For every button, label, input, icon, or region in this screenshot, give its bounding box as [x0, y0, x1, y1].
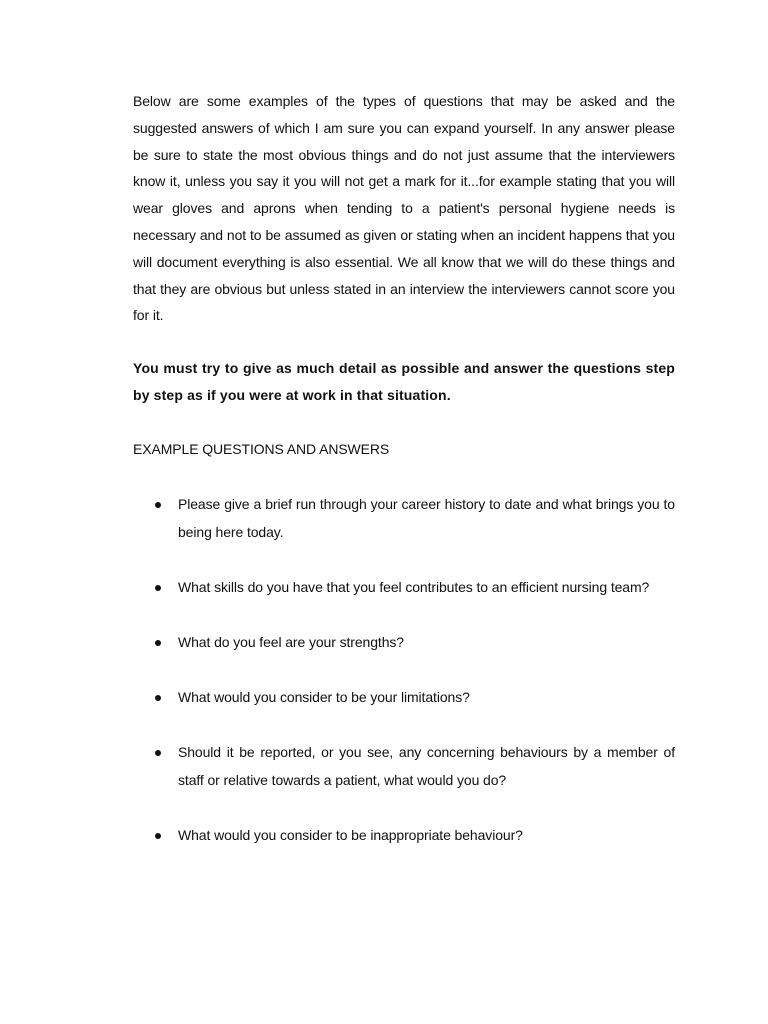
- list-item: [133, 628, 675, 656]
- intro-paragraph: Below are some examples of the types of questions that may be asked and the suggested answers of which I am sure you can expand yourself. In any answer please be sure to state the most obvious things and do not just assume that the interviewers know it, unless you say it you will not get a mark for it...for example stating that you will wear gloves and aprons when tending to a patient's personal hygiene needs is necessary and not to be assumed as given or stating when an incident happens that you will document everything is also essential. We all know that we will do these things and that they are obvious but unless stated in an interview the interviewers cannot score you for it.: [133, 93, 675, 324]
- bullet-icon: [155, 640, 161, 646]
- list-item: [133, 490, 675, 546]
- question-text: What would you consider to be inappropriate behaviour?: [178, 827, 523, 844]
- bullet-icon: [155, 585, 161, 591]
- question-text: Please give a brief run through your career history to date and what brings you to being here today.: [178, 496, 675, 541]
- bullet-icon: [155, 833, 161, 839]
- bullet-icon: [155, 695, 161, 701]
- question-text: What do you feel are your strengths?: [178, 634, 404, 651]
- bullet-icon: [155, 502, 161, 508]
- bullet-icon: [155, 750, 161, 756]
- question-text: Should it be reported, or you see, any concerning behaviours by a member of staff or relative towards a patient, what would you do?: [178, 744, 675, 789]
- section-heading: EXAMPLE QUESTIONS AND ANSWERS: [133, 441, 390, 458]
- question-text: What skills do you have that you feel contributes to an efficient nursing team?: [178, 579, 650, 596]
- question-text: What would you consider to be your limitations?: [178, 689, 470, 706]
- emphasis-paragraph: You must try to give as much detail as possible and answer the questions step by step as if you were at work in that situation.: [133, 360, 675, 404]
- list-item: [133, 683, 675, 711]
- question-list: [133, 490, 675, 849]
- list-item: [133, 821, 675, 849]
- list-item: [133, 738, 675, 794]
- document-page: [133, 88, 675, 849]
- list-item: [133, 573, 675, 601]
